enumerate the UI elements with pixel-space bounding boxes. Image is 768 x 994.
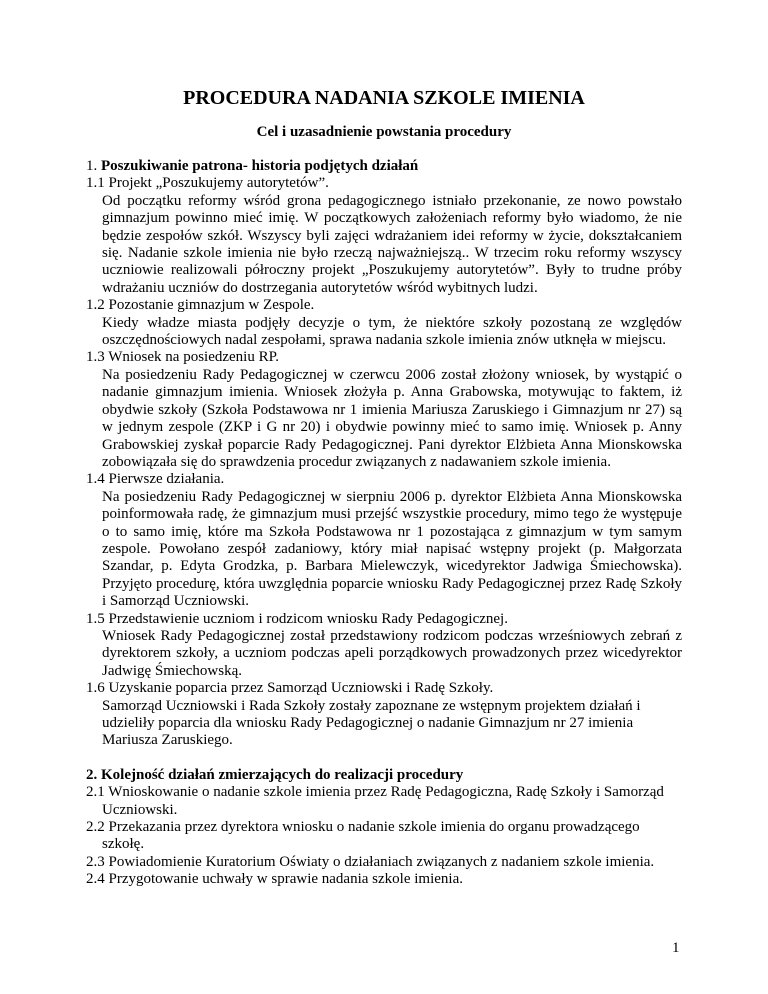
item-1-1-text: Od początku reformy wśród grona pedagogicznego istniało przekonanie, ze nowo powstało gimnazjum powinno mieć imię. W początkowych założeniach reformy było wiadomo, że nie będzie zespołów szkół. Wszyscy byli zajęci wdrażaniem idei reformy w życie, dokształcaniem się. Nadanie szkole imienia nie było rzeczą najważniejszą.. W trzecim roku reformy wszyscy uczniowie realizowali półroczny projekt „Poszukujemy autorytetów”. Były to trudne próby wdrażaniu uczniów do dostrzegania autorytetów wśród wybitnych ludzi. <box>102 192 682 296</box>
page-number: 1 <box>672 940 680 956</box>
item-1-6-title: 1.6 Uzyskanie poparcia przez Samorząd Uczniowski i Radę Szkoły. <box>86 680 494 697</box>
item-1-4-title: 1.4 Pierwsze działania. <box>86 471 225 488</box>
document-subtitle: Cel i uzasadnienie powstania procedury <box>256 124 512 140</box>
section-2-heading <box>86 767 682 784</box>
item-1-5-text: Wniosek Rady Pedagogicznej został przedstawiony rodzicom podczas wrześniowych zebrań z dyrektorem szkoły, a uczniom podczas apeli porządkowych prowadzonych przez wicedyrektor Jadwigę Śmiechowską. <box>102 627 682 679</box>
item-1-5-title: 1.5 Przedstawienie uczniom i rodzicom wniosku Rady Pedagogicznej. <box>86 610 508 627</box>
document-body <box>86 158 682 889</box>
item-1-6-text: Samorząd Uczniowski i Rada Szkoły zostały zapoznane ze wstępnym projektem działań i udzieliły poparcia dla wniosku Rady Pedagogicznej o nadanie Gimnazjum nr 27 imienia Mariusza Zaruskiego. <box>102 697 641 749</box>
section-1-number: 1. <box>86 158 98 174</box>
item-2-2: 2.2 Przekazania przez dyrektora wniosku o nadanie szkole imienia do organu prowadzącego szkołę. <box>86 819 640 853</box>
item-1-2-text: Kiedy władze miasta podjęły decyzje o tym, że niektóre szkoły pozostaną ze względów oszczędnościowych nadal zespołami, sprawa nadania szkole imienia znów utknęła w miejscu. <box>102 314 682 349</box>
item-1-3-text: Na posiedzeniu Rady Pedagogicznej w czerwcu 2006 został złożony wniosek, by wystąpić o nadanie gimnazjum imienia. Wniosek złożyła p. Anna Grabowska, motywując to faktem, iż obydwie szkoły (Szkoła Podstawowa nr 1 imienia Mariusza Zaruskiego i Gimnazjum nr 27) są w jednym zespole (ZKP i G nr 20) i obydwie powinny mieć to samo imię. Wniosek p. Anny Grabowskiej zyskał poparcie Rady Pedagogicznej. Pani dyrektor Elżbieta Anna Mionskowska zobowiązała się do sprawdzenia procedur związanych z nadawaniem szkole imienia. <box>102 366 682 470</box>
item-2-4: 2.4 Przygotowanie uchwały w sprawie nadania szkole imienia. <box>86 871 463 888</box>
item-2-1: 2.1 Wnioskowanie o nadanie szkole imienia przez Radę Pedagogiczna, Radę Szkoły i Samorząd Uczniowski. <box>86 784 664 818</box>
document-title: PROCEDURA NADANIA SZKOLE IMIENIA <box>183 87 585 109</box>
item-1-2-title: 1.2 Pozostanie gimnazjum w Zespole. <box>86 297 315 314</box>
section-2-heading-text: 2. Kolejność działań zmierzających do realizacji procedury <box>86 766 464 783</box>
item-1-4-text: Na posiedzeniu Rady Pedagogicznej w sierpniu 2006 p. dyrektor Elżbieta Anna Mionskowska poinformowała radę, że gimnazjum musi przejść wszystkie procedury, mimo tego że występuje o to samo imię, które ma Szkoła Podstawowa nr 1 pozostająca z gimnazjum w tym samym zespole. Powołano zespół zadaniowy, który miał napisać wstępny projekt (p. Małgorzata Szandar, p. Edyta Grodzka, p. Barbara Mielewczyk, wicedyrektor Jadwiga Śmiechowska). Przyjęto procedurę, która uwzględnia poparcie wniosku Rady Pedagogicznej przez Radę Szkoły i Samorząd Uczniowski. <box>102 488 682 610</box>
section-1-heading-text: Poszukiwanie patrona- historia podjętych działań <box>101 158 419 174</box>
item-1-1-title: 1.1 Projekt „Poszukujemy autorytetów”. <box>86 175 329 192</box>
section-1-heading <box>86 158 682 175</box>
item-2-3: 2.3 Powiadomienie Kuratorium Oświaty o działaniach związanych z nadaniem szkole imienia. <box>86 853 655 870</box>
item-1-3-title: 1.3 Wniosek na posiedzeniu RP. <box>86 349 280 366</box>
